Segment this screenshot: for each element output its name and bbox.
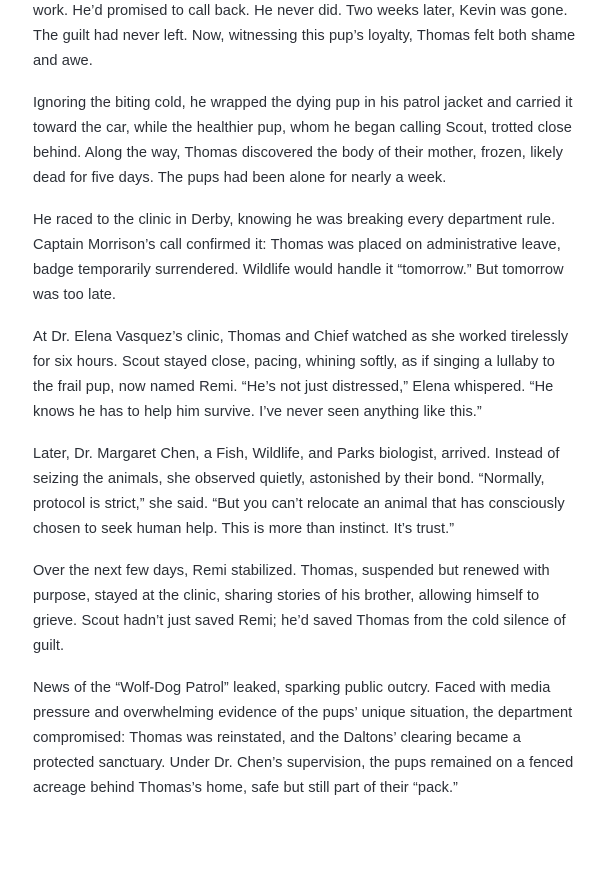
paragraph-5: Later, Dr. Margaret Chen, a Fish, Wildlife, and Parks biologist, arrived. Instead of seizing the animals, she observed quietly, astonished by their bond. “Normally, protocol is strict,” she said. “But you can’t relocate an animal that has consciously chosen to seek human help. This is more than instinct. It’s trust.” [33,446,565,537]
paragraph-4: At Dr. Elena Vasquez’s clinic, Thomas and Chief watched as she worked tirelessly for six hours. Scout stayed close, pacing, whining softly, as if singing a lullaby to the frail pup, now named Remi. “He’s not just distressed,” Elena whispered. “He knows he has to help him survive. I’ve never seen anything like this.” [33,329,569,420]
paragraph-2: Ignoring the biting cold, he wrapped the dying pup in his patrol jacket and carried it toward the car, while the healthier pup, whom he began calling Scout, trotted close behind. Along the way, Thomas discovered the body of their mother, frozen, likely dead for five days. The pups had been alone for nearly a week. [33,95,573,186]
article-body [33,0,578,818]
paragraph-3: He raced to the clinic in Derby, knowing he was breaking every department rule. Captain Morrison’s call confirmed it: Thomas was placed on administrative leave, badge temporarily surrendered. Wildlife would handle it “tomorrow.” But tomorrow was too late. [33,212,564,303]
paragraph-6: Over the next few days, Remi stabilized. Thomas, suspended but renewed with purpose, stayed at the clinic, sharing stories of his brother, allowing himself to grieve. Scout hadn’t just saved Remi; he’d saved Thomas from the cold silence of guilt. [33,563,566,654]
paragraph-1: work. He’d promised to call back. He never did. Two weeks later, Kevin was gone. The guilt had never left. Now, witnessing this pup’s loyalty, Thomas felt both shame and awe. [33,3,576,69]
paragraph-7: News of the “Wolf-Dog Patrol” leaked, sparking public outcry. Faced with media pressure and overwhelming evidence of the pups’ unique situation, the department compromised: Thomas was reinstated, and the Daltons’ clearing became a protected sanctuary. Under Dr. Chen’s supervision, the pups remained on a fenced acreage behind Thomas’s home, safe but still part of their “pack.” [33,680,574,796]
